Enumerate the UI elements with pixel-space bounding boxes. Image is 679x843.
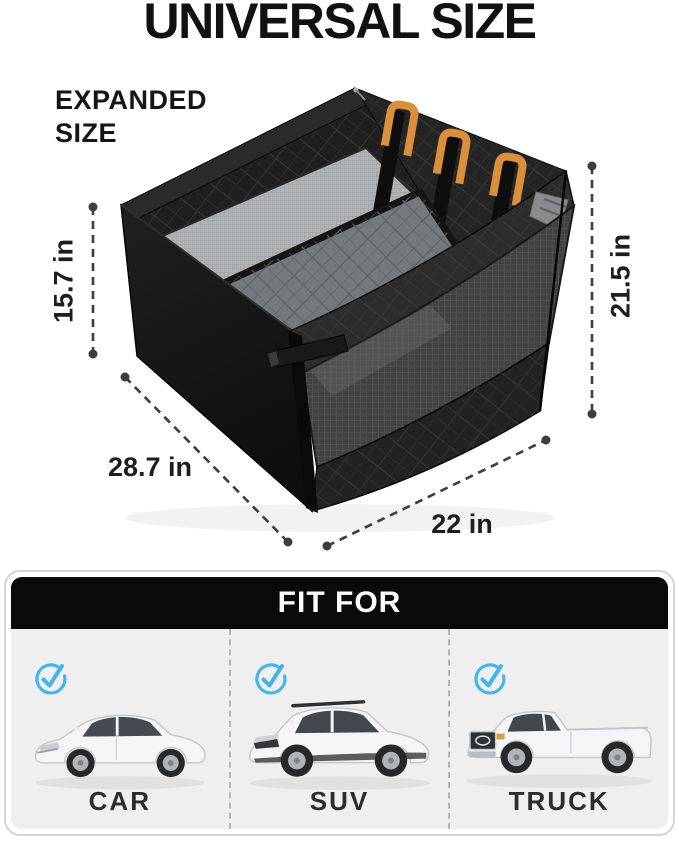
- fit-label-truck: TRUCK: [508, 786, 610, 816]
- fit-item-suv: [229, 629, 449, 829]
- fit-for-section: [4, 570, 675, 836]
- dimension-line-right: [588, 162, 597, 419]
- fit-item-car: [11, 629, 229, 829]
- dimension-label-right: 21.5 in: [605, 233, 636, 319]
- dimension-label-left: 15.7 in: [48, 238, 79, 324]
- dimension-label-bottom-right: 22 in: [431, 509, 493, 539]
- check-icon: [33, 661, 69, 697]
- fit-item-truck: [448, 629, 668, 829]
- dimension-line-left: [89, 203, 98, 359]
- expanded-size-line1: EXPANDED: [55, 85, 208, 115]
- expanded-size-line2: SIZE: [55, 117, 118, 148]
- fit-for-header: [11, 577, 668, 629]
- fit-for-body: [11, 629, 668, 829]
- expanded-size-label: [55, 84, 207, 150]
- fit-label-suv: SUV: [309, 786, 370, 816]
- dimension-label-bottom-left: 28.7 in: [107, 452, 193, 482]
- fit-for-title: FIT FOR: [277, 586, 402, 619]
- car-illustration: [26, 699, 214, 795]
- page-title: UNIVERSAL SIZE: [143, 0, 536, 49]
- suv-illustration: [242, 685, 438, 799]
- truck-illustration: [460, 691, 658, 797]
- fit-label-car: CAR: [88, 786, 151, 816]
